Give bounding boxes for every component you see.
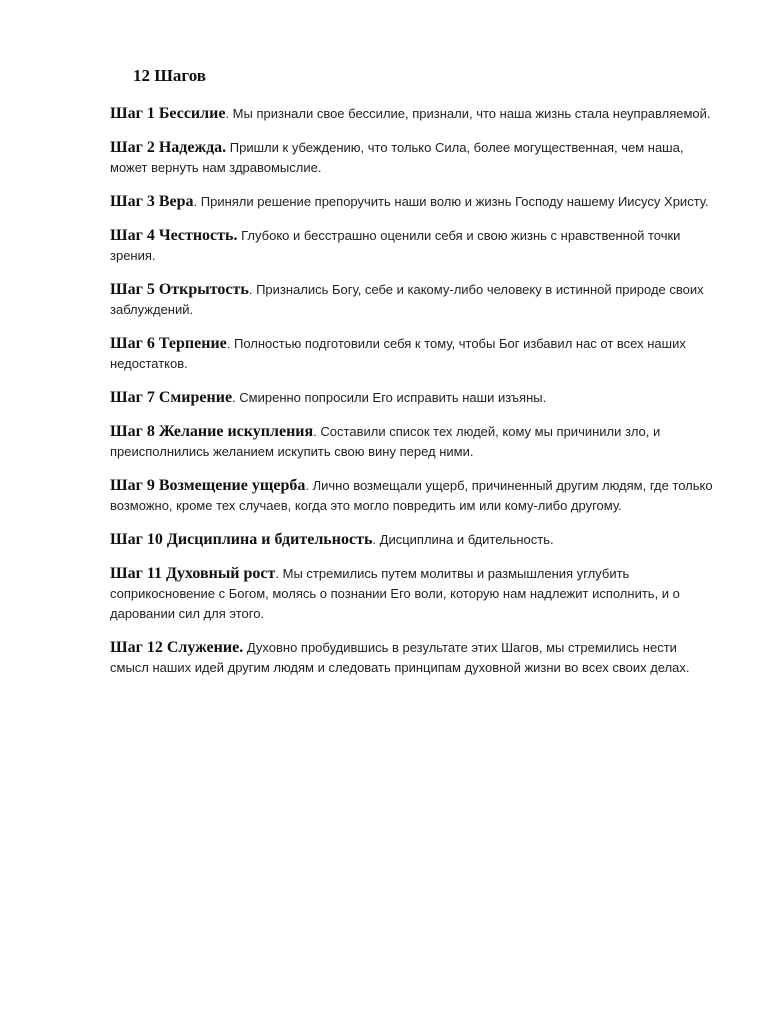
step-9 (110, 476, 715, 516)
step-separator: . (313, 424, 321, 439)
document-title: 12 Шагов (133, 66, 206, 85)
step-text: Приняли решение препоручить наши волю и жизнь Господу нашему Иисусу Христу. (200, 194, 709, 209)
step-heading: Шаг 1 Бессилие (110, 105, 226, 122)
step-separator: . (305, 478, 313, 493)
step-separator: . (193, 194, 201, 209)
step-11 (110, 564, 715, 624)
step-separator: . (248, 282, 257, 297)
step-text: Смиренно попросили Его исправить наши изъяны. (239, 390, 547, 405)
step-text: Признались Богу, себе и какому-либо человеку в истинной природе своих заблуждений. (110, 282, 704, 317)
step-heading: Шаг 2 Надежда. (110, 139, 227, 156)
step-heading: Шаг 11 Духовный рост (110, 565, 276, 582)
step-10 (110, 530, 715, 550)
step-heading: Шаг 12 Служение. (110, 639, 244, 656)
step-list (110, 104, 715, 692)
step-text: Пришли к убеждению, что только Сила, более могущественная, чем наша, может вернуть нам здравомыслие. (110, 140, 684, 175)
step-text: Дисциплина и бдительность. (379, 532, 554, 547)
step-heading: Шаг 5 Открытость (110, 281, 249, 298)
step-heading: Шаг 3 Вера (110, 193, 194, 210)
step-separator: . (275, 566, 283, 581)
step-text: Духовно пробудившись в результате этих Шагов, мы стремились нести смысл наших идей другим людям и следовать принципам духовной жизни во всех своих делах. (110, 640, 690, 675)
step-6 (110, 334, 715, 374)
step-heading: Шаг 10 Дисциплина и бдительность (110, 531, 373, 548)
step-separator: . (232, 390, 240, 405)
step-heading: Шаг 6 Терпение (110, 335, 227, 352)
step-8 (110, 422, 715, 462)
step-2 (110, 138, 715, 178)
step-heading: Шаг 7 Смирение (110, 389, 233, 406)
step-12 (110, 638, 715, 678)
step-heading: Шаг 4 Честность. (110, 227, 238, 244)
step-text: Лично возмещали ущерб, причиненный другим людям, где только возможно, кроме тех случаев, когда это могло повредить им или кому-либо другому. (110, 478, 713, 513)
step-text: Глубоко и бесстрашно оценили себя и свою жизнь с нравственной точки зрения. (110, 228, 681, 263)
step-4 (110, 226, 715, 266)
step-1 (110, 104, 715, 124)
step-separator: . (372, 532, 380, 547)
step-text: Полностью подготовили себя к тому, чтобы Бог избавил нас от всех наших недостатков. (110, 336, 686, 371)
step-7 (110, 388, 715, 408)
step-separator: . (225, 106, 233, 121)
step-5 (110, 280, 715, 320)
step-heading: Шаг 9 Возмещение ущерба (110, 477, 306, 494)
step-text: Составили список тех людей, кому мы причинили зло, и преисполнились желанием искупить свою вину перед ними. (110, 424, 661, 459)
step-3 (110, 192, 715, 212)
step-heading: Шаг 8 Желание искупления (110, 423, 314, 440)
step-text: Мы стремились путем молитвы и размышления углубить соприкосновение с Богом, молясь о познании Его воли, которую нам надлежит исполнить, и о даровании сил для этого. (110, 566, 680, 621)
step-separator: . (226, 336, 234, 351)
step-text: Мы признали свое бессилие, признали, что наша жизнь стала неуправляемой. (232, 106, 711, 121)
